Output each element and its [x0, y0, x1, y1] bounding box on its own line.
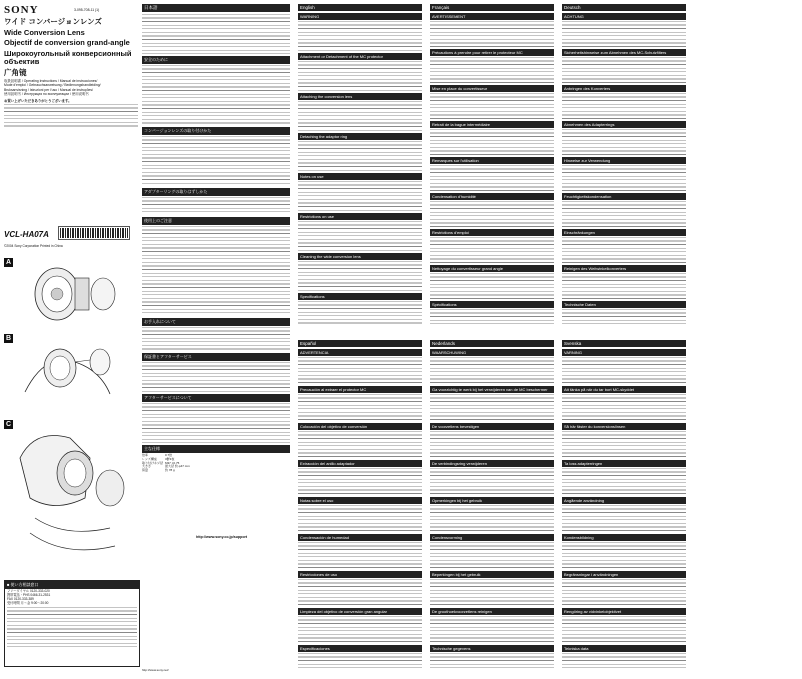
section-heading: Specifications [298, 293, 422, 300]
spec-key: 取り付けネジ径 [142, 460, 164, 465]
section-heading: Extracción del anillo adaptador [298, 460, 422, 467]
section-heading: De verbindingsring verwijderen [430, 460, 554, 467]
section-heading: 主な仕様 [142, 445, 290, 453]
paragraph [298, 579, 422, 606]
paragraph [298, 394, 422, 421]
section-heading: Précautions à prendre pour retirer le protecteur MC [430, 49, 554, 56]
section-heading: Condensación de humedad [298, 534, 422, 541]
thank-you-note: お買い上げいただきありがとうございます。 [4, 99, 72, 104]
paragraph [430, 57, 554, 83]
spec-value: 3群3枚 [165, 456, 175, 461]
title-japanese: ワイド コンバージョンレンズ [4, 17, 102, 26]
section-heading: WAARSCHUWING [430, 349, 554, 356]
contact-text-block [7, 607, 137, 647]
paragraph [562, 309, 686, 324]
paragraph [298, 221, 422, 251]
paragraph [298, 616, 422, 643]
section-heading: VARNING [562, 349, 686, 356]
language-header: Français [430, 4, 554, 11]
paragraph [562, 201, 686, 227]
paragraph [562, 273, 686, 299]
paragraph [430, 468, 554, 495]
section-heading: Restrictions d'emploi [430, 229, 554, 236]
section-heading: Attachment or Detachment of the MC protector [298, 53, 422, 60]
figure-label-b: B [5, 335, 12, 342]
support-contact-box [4, 580, 140, 667]
section-heading: Restricciones de uso [298, 571, 422, 578]
contact-row: FAX 0120-333-389 [7, 597, 34, 602]
paragraph [430, 93, 554, 119]
paragraph [142, 65, 290, 125]
subtitle-line: Mode d'emploi / Gebrauchsanweisung / Bedienungshandleiding/ [4, 83, 101, 88]
title-chinese: 广角镜 [4, 67, 27, 77]
paragraph [562, 165, 686, 191]
section-heading: Nettoyage du convertisseur grand angle [430, 265, 554, 272]
figure-label-a: A [5, 259, 12, 266]
section-heading: WARNING [298, 13, 422, 20]
section-heading: Begränsningar i användningen [562, 571, 686, 578]
section-heading: 安全のために [142, 56, 290, 64]
language-column [298, 4, 422, 324]
paragraph [298, 431, 422, 458]
paragraph [562, 93, 686, 119]
paragraph [430, 394, 554, 421]
section-heading: アフターサービスについて [142, 394, 290, 402]
paragraph [298, 357, 422, 384]
section-heading: 保証書とアフターサービス [142, 353, 290, 361]
language-column [430, 340, 554, 670]
paragraph [430, 165, 554, 191]
paragraph [298, 101, 422, 131]
contact-row: 受付時間 月〜金 9:00〜20:00 [7, 601, 49, 606]
section-heading: Remarques sur l'utilisation [430, 157, 554, 164]
paragraph [430, 579, 554, 606]
paragraph [298, 301, 422, 324]
figure-label-c: C [5, 421, 12, 428]
section-heading: Einschränkungen [562, 229, 686, 236]
section-heading: Angående användning [562, 497, 686, 504]
lens-diagram-b [15, 332, 135, 414]
paragraph [562, 21, 686, 47]
section-heading: Ga voorzichtig te werk bij het verwijderen van de MC beschermer [430, 386, 554, 393]
cover-panel [4, 4, 138, 129]
paragraph [562, 616, 686, 643]
section-heading: Beperkingen bij het gebruik [430, 571, 554, 578]
japanese-column [142, 4, 290, 473]
paragraph [430, 616, 554, 643]
section-heading: Spécifications [430, 301, 554, 308]
section-heading: Mise en place du convertisseur [430, 85, 554, 92]
spec-value: M37 ×0.75 [165, 460, 180, 465]
paragraph [142, 226, 290, 316]
section-heading: Feuchtigkeitskondensation [562, 193, 686, 200]
paragraph [562, 237, 686, 263]
contact-row: 携帯電話・PHS 0466-31-2531 [7, 593, 51, 598]
paragraph [562, 653, 686, 670]
paragraph [562, 129, 686, 155]
spec-value: 0.7倍 [165, 453, 173, 457]
paragraph [562, 505, 686, 532]
section-heading: Notas sobre el uso [298, 497, 422, 504]
language-header: Deutsch [562, 4, 686, 11]
section-heading: Retrait de la bague intermédiaire [430, 121, 554, 128]
paragraph [298, 141, 422, 171]
language-header: Svenska [562, 340, 686, 347]
cover-text-block [4, 104, 138, 128]
section-heading: Restrictions on use [298, 213, 422, 220]
paragraph [430, 431, 554, 458]
section-heading: De voorzetlens bevestigen [430, 423, 554, 430]
copyright: ©2004 Sony Corporation Printed in China [4, 244, 63, 248]
document-number: 3-095-708-11 (1) [74, 8, 100, 12]
paragraph [430, 273, 554, 299]
paragraph [562, 431, 686, 458]
paragraph [298, 61, 422, 91]
spec-key: レンズ構成 [142, 456, 157, 461]
paragraph [298, 468, 422, 495]
section-heading: Colocación del objetivo de conversión [298, 423, 422, 430]
paragraph [562, 357, 686, 384]
language-header-japanese: 日本語 [142, 4, 290, 12]
model-number: VCL-HA07A [4, 230, 49, 239]
paragraph [142, 197, 290, 215]
section-heading: Tekniska data [562, 645, 686, 652]
language-header: English [298, 4, 422, 11]
section-heading: AVERTISSEMENT [430, 13, 554, 20]
paragraph [298, 181, 422, 211]
paragraph [430, 505, 554, 532]
section-heading: Reinigen des Weitwinkelkonverters [562, 265, 686, 272]
subtitle-line: 使用説明书 / Инструкция по эксплуатации / 使用说明书 [4, 91, 89, 96]
section-heading: Condensvorming [430, 534, 554, 541]
support-url: http://www.sony.co.jp/support [196, 535, 248, 539]
paragraph [562, 394, 686, 421]
section-heading: Sicherheitshinweise zum Abnehmen des MC-Schutzfilters [562, 49, 686, 56]
section-heading: Technische Daten [562, 301, 686, 308]
section-heading: Rengöring av vidvinkelobjektivet [562, 608, 686, 615]
paragraph [298, 542, 422, 569]
paragraph [430, 653, 554, 670]
paragraph [142, 403, 290, 443]
section-heading: De groothoekvoorzetlens reinigen [430, 608, 554, 615]
section-heading: Anbringen des Konverters [562, 85, 686, 92]
paragraph [430, 309, 554, 324]
paragraph [298, 653, 422, 670]
title-russian: Широкоугольный конверсионный объектив [4, 48, 132, 66]
paragraph [298, 505, 422, 532]
paragraph [562, 468, 686, 495]
subtitle-line: Bruksanvisning / Istruzioni per l'uso / Manual de instruções/ [4, 87, 94, 92]
section-heading: Abnehmen des Adapterrings [562, 121, 686, 128]
section-heading: コンバージョンレンズの取り付けかた [142, 127, 290, 135]
paragraph [430, 237, 554, 263]
contact-header: ■ 使い方相談窓口 [5, 581, 139, 589]
section-heading: Especificaciones [298, 645, 422, 652]
section-heading: Technische gegevens [430, 645, 554, 652]
section-heading: Kondensbildning [562, 534, 686, 541]
title-english: Wide Conversion Lens [4, 27, 85, 37]
section-heading: Opmerkingen bij het gebruik [430, 497, 554, 504]
spec-table-japanese [142, 454, 290, 473]
section-heading: 使用上のご注意 [142, 217, 290, 225]
section-heading: Så här fäster du konversionslinsen [562, 423, 686, 430]
paragraph [562, 57, 686, 83]
section-heading: Condensation d'humidité [430, 193, 554, 200]
brand-logo: SONY [4, 4, 39, 16]
language-column [298, 340, 422, 670]
paragraph [562, 542, 686, 569]
section-heading: Limpieza del objetivo de conversión gran angular [298, 608, 422, 615]
section-heading: Precaución al extraer el protector MC [298, 386, 422, 393]
barcode [58, 226, 130, 240]
spec-row [142, 469, 192, 473]
paragraph [430, 357, 554, 384]
paragraph [142, 136, 290, 186]
language-column [562, 4, 686, 324]
spec-key: 質量 [142, 468, 149, 473]
title-french: Objectif de conversion grand-angle [4, 38, 130, 47]
section-heading: ADVERTENCIA [298, 349, 422, 356]
paragraph [142, 327, 290, 351]
spec-key: 倍率 [142, 453, 149, 457]
contact-row: フリーダイヤル 0120-333-020 [7, 589, 50, 593]
section-heading: Att tänka på när du tar bort MC-skyddet [562, 386, 686, 393]
section-heading: Hinweise zur Verwendung [562, 157, 686, 164]
spec-key: 大きさ [142, 464, 152, 469]
section-heading: Attaching the conversion lens [298, 93, 422, 100]
paragraph [298, 261, 422, 291]
lens-diagram-a [15, 256, 135, 328]
language-header: Español [298, 340, 422, 347]
lens-diagram-c [15, 418, 135, 568]
footer-url: http://www.sony.net/ [142, 668, 169, 672]
paragraph [430, 542, 554, 569]
section-heading: お手入れについて [142, 318, 290, 326]
paragraph [430, 21, 554, 47]
language-header: Nederlands [430, 340, 554, 347]
language-column [430, 4, 554, 324]
paragraph [430, 129, 554, 155]
spec-value: 約 78 g [165, 468, 175, 473]
paragraph [562, 579, 686, 606]
paragraph [298, 21, 422, 51]
language-column [562, 340, 686, 670]
paragraph [430, 201, 554, 227]
subtitle-languages [4, 79, 138, 96]
paragraph [142, 362, 290, 392]
section-heading: ACHTUNG [562, 13, 686, 20]
section-heading: Notes on use [298, 173, 422, 180]
subtitle-line: 取扱説明書 / Operating Instructions / Manual de instrucciones/ [4, 79, 98, 83]
section-heading: アダプターリングの取りはずしかた [142, 188, 290, 196]
paragraph [142, 14, 290, 54]
section-heading: Detaching the adaptor ring [298, 133, 422, 140]
section-heading: Cleaning the wide conversion lens [298, 253, 422, 260]
section-heading: Ta loss adapterringen [562, 460, 686, 467]
spec-value: 最大径 約 φ47 mm [165, 464, 190, 469]
